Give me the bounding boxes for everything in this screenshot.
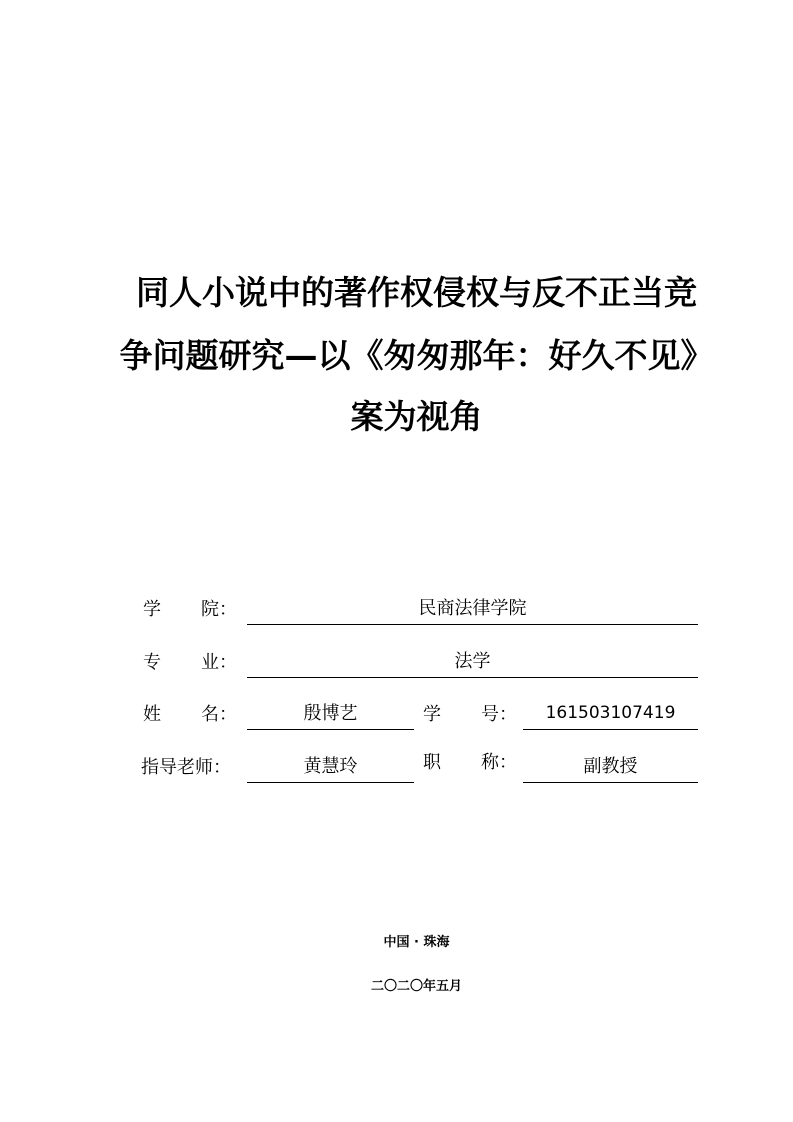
title-rank-value: 副教授 — [583, 756, 638, 777]
advisor-label: 指导老师： — [141, 757, 231, 778]
major-underline — [247, 677, 698, 678]
name-value: 殷博艺 — [303, 703, 358, 724]
student-id-underline — [523, 729, 698, 730]
college-label-rest: 院： — [201, 599, 237, 620]
title-rank-label-rest: 称： — [481, 752, 517, 773]
thesis-title-line-2: 争问题研究—以《匆匆那年：好久不见》 — [119, 336, 714, 375]
college-value: 民商法律学院 — [418, 598, 527, 619]
college-underline — [247, 624, 698, 625]
student-id-label-first-char: 学 — [423, 704, 441, 725]
major-label-first-char: 专 — [143, 652, 161, 673]
name-label-rest: 名： — [201, 704, 237, 725]
student-id-label-rest: 号： — [481, 704, 517, 725]
student-id-value: 161503107419 — [545, 703, 676, 723]
major-value: 法学 — [454, 651, 491, 672]
title-rank-underline — [523, 782, 698, 783]
thesis-title-line-1: 同人小说中的著作权侵权与反不正当竞 — [136, 273, 697, 312]
thesis-title-line-3: 案为视角 — [350, 397, 483, 436]
name-label-first-char: 姓 — [143, 704, 161, 725]
footer-place: 中国 · 珠海 — [383, 935, 450, 950]
name-underline — [247, 729, 414, 730]
footer-date: 二〇二〇年五月 — [370, 979, 462, 994]
title-rank-label-first-char: 职 — [423, 752, 441, 773]
major-label-rest: 业： — [201, 652, 237, 673]
advisor-underline — [247, 782, 414, 783]
college-label-first-char: 学 — [143, 599, 161, 620]
advisor-value: 黄慧玲 — [303, 756, 358, 777]
